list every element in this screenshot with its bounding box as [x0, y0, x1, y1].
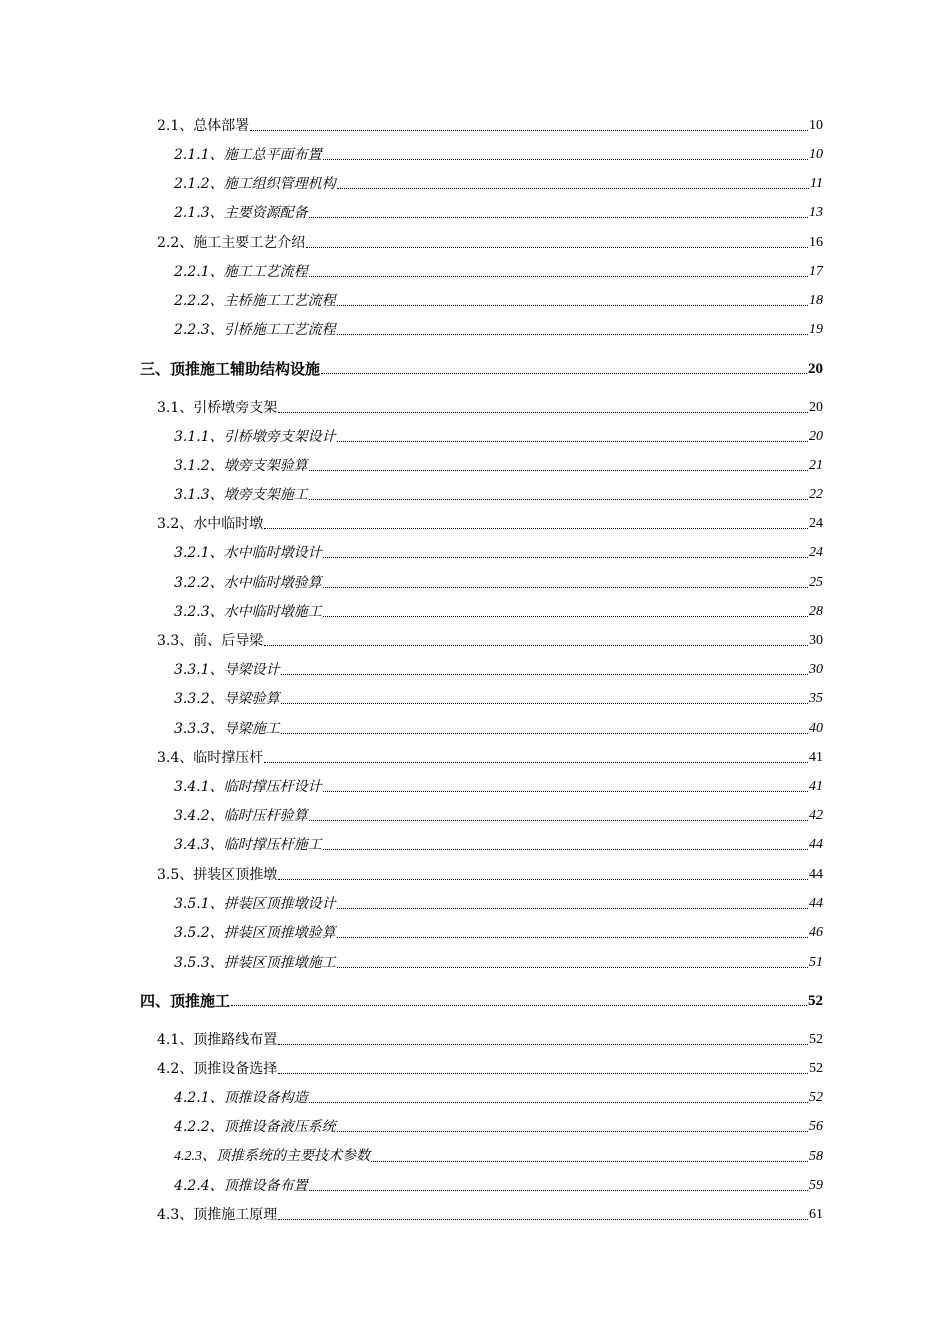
toc-entry-title: 2.2.2、主桥施工工艺流程	[174, 293, 336, 309]
toc-entry-title: 2.1.3、主要资源配备	[174, 205, 308, 221]
toc-entry-title: 4.2、顶推设备选择	[157, 1061, 278, 1077]
toc-entry-page-number: 41	[809, 750, 823, 765]
dot-leader	[323, 849, 808, 850]
toc-entry[interactable]	[174, 482, 823, 504]
toc-entry-page-number: 30	[809, 662, 823, 677]
dot-leader	[309, 276, 808, 277]
toc-entry-page-number: 61	[809, 1207, 823, 1222]
dot-leader	[309, 217, 808, 218]
dot-leader	[306, 247, 808, 248]
toc-entry[interactable]	[157, 1056, 823, 1078]
dot-leader	[281, 674, 808, 675]
toc-entry-title: 3.1、引桥墩旁支架	[157, 400, 278, 416]
toc-entry-title: 2.2.1、施工工艺流程	[174, 264, 308, 280]
dot-leader	[264, 762, 808, 763]
toc-entry[interactable]	[174, 716, 823, 738]
toc-entry[interactable]	[174, 950, 823, 972]
toc-entry-page-number: 11	[810, 176, 823, 191]
toc-entry[interactable]	[157, 511, 823, 533]
toc-entry-title: 4.2.4、顶推设备布置	[174, 1178, 308, 1194]
dot-leader	[337, 967, 808, 968]
dot-leader	[250, 130, 808, 131]
toc-entry-title: 4.1、顶推路线布置	[157, 1032, 278, 1048]
toc-entry[interactable]	[157, 230, 823, 252]
dot-leader	[281, 703, 808, 704]
dot-leader	[323, 557, 808, 558]
toc-entry[interactable]	[174, 540, 823, 562]
toc-entry-page-number: 20	[809, 429, 823, 444]
toc-entry[interactable]	[157, 395, 823, 417]
toc-entry-title: 三、顶推施工辅助结构设施	[140, 360, 321, 378]
dot-leader	[337, 1131, 808, 1132]
toc-entry-title: 2.1.1、施工总平面布置	[174, 147, 322, 163]
toc-entry-page-number: 44	[809, 837, 823, 852]
toc-entry-page-number: 13	[809, 205, 823, 220]
dot-leader	[264, 645, 808, 646]
toc-entry[interactable]	[174, 832, 823, 854]
dot-leader	[337, 305, 808, 306]
toc-entry-page-number: 20	[809, 400, 823, 415]
toc-entry-page-number: 24	[809, 545, 823, 560]
dot-leader	[371, 1161, 808, 1162]
toc-entry-page-number: 52	[808, 993, 823, 1009]
toc-entry-page-number: 40	[809, 721, 823, 736]
toc-entry-page-number: 30	[809, 633, 823, 648]
toc-entry[interactable]	[157, 628, 823, 650]
toc-entry[interactable]	[174, 424, 823, 446]
toc-entry-page-number: 44	[809, 896, 823, 911]
toc-entry-title: 3.1.2、墩旁支架验算	[174, 458, 308, 474]
toc-entry-title: 3.2.3、水中临时墩施工	[174, 604, 322, 620]
toc-entry[interactable]	[174, 599, 823, 621]
toc-entry-page-number: 52	[809, 1090, 823, 1105]
dot-leader	[337, 937, 808, 938]
toc-entry-page-number: 16	[809, 235, 823, 250]
toc-entry-page-number: 52	[809, 1032, 823, 1047]
dot-leader	[278, 412, 808, 413]
toc-entry-title: 3.5.2、拼装区顶推墩验算	[174, 925, 336, 941]
toc-entry[interactable]	[174, 920, 823, 942]
toc-entry[interactable]	[174, 200, 823, 222]
toc-entry-title: 3.5.3、拼装区顶推墩施工	[174, 955, 336, 971]
toc-entry-title: 3.3.2、导梁验算	[174, 691, 280, 707]
dot-leader	[337, 441, 808, 442]
toc-entry-page-number: 10	[809, 147, 823, 162]
dot-leader	[309, 1102, 808, 1103]
toc-entry[interactable]	[174, 259, 823, 281]
toc-entry-page-number: 46	[809, 925, 823, 940]
toc-entry-page-number: 58	[809, 1149, 823, 1164]
toc-entry-page-number: 10	[809, 118, 823, 133]
dot-leader	[309, 820, 808, 821]
toc-entry-page-number: 44	[809, 867, 823, 882]
toc-entry-page-number: 56	[809, 1119, 823, 1134]
toc-entry[interactable]	[140, 356, 823, 378]
toc-entry-title: 3.2.2、水中临时墩验算	[174, 575, 322, 591]
toc-entry-title: 2.1.2、施工组织管理机构	[174, 176, 336, 192]
toc-entry-title: 3.2.1、水中临时墩设计	[174, 545, 322, 561]
dot-leader	[278, 1073, 808, 1074]
toc-entry-title: 4.2.3、顶推系统的主要技术参数	[174, 1149, 370, 1164]
toc-entry-page-number: 25	[809, 575, 823, 590]
dot-leader	[337, 334, 808, 335]
toc-entry[interactable]	[174, 686, 823, 708]
toc-entry-page-number: 19	[809, 322, 823, 337]
toc-entry-page-number: 35	[809, 691, 823, 706]
dot-leader	[281, 733, 808, 734]
toc-entry-title: 2.2、施工主要工艺介绍	[157, 235, 306, 251]
dot-leader	[323, 791, 808, 792]
toc-entry[interactable]	[174, 774, 823, 796]
toc-entry-title: 3.5、拼装区顶推墩	[157, 867, 278, 883]
toc-entry[interactable]	[174, 657, 823, 679]
toc-entry[interactable]	[174, 803, 823, 825]
toc-entry[interactable]	[174, 570, 823, 592]
toc-entry-title: 3.4、临时撑压杆	[157, 750, 264, 766]
dot-leader	[231, 1005, 807, 1006]
toc-entry-page-number: 21	[809, 458, 823, 473]
toc-entry-title: 2.2.3、引桥施工工艺流程	[174, 322, 336, 338]
toc-entry[interactable]	[157, 862, 823, 884]
dot-leader	[309, 499, 808, 500]
dot-leader	[278, 879, 808, 880]
toc-entry-title: 四、顶推施工	[140, 992, 231, 1010]
toc-entry[interactable]	[174, 1085, 823, 1107]
toc-entry[interactable]	[174, 1173, 823, 1195]
dot-leader	[323, 587, 808, 588]
toc-entry-title: 3.1.3、墩旁支架施工	[174, 487, 308, 503]
dot-leader	[323, 616, 808, 617]
toc-entry-page-number: 41	[809, 779, 823, 794]
toc-entry[interactable]	[157, 1202, 823, 1224]
toc-entry[interactable]	[174, 288, 823, 310]
toc-entry[interactable]	[174, 1114, 823, 1136]
toc-entry-page-number: 24	[809, 516, 823, 531]
toc-entry-title: 3.3.1、导梁设计	[174, 662, 280, 678]
toc-entry-title: 4.2.2、顶推设备液压系统	[174, 1119, 336, 1135]
dot-leader	[278, 1219, 808, 1220]
toc-entry[interactable]	[157, 745, 823, 767]
toc-entry-title: 3.3、前、后导梁	[157, 633, 264, 649]
toc-entry-page-number: 42	[809, 808, 823, 823]
toc-entry[interactable]	[174, 1144, 823, 1166]
dot-leader	[323, 159, 808, 160]
toc-entry-page-number: 20	[808, 361, 823, 377]
toc-entry-page-number: 17	[809, 264, 823, 279]
toc-entry-title: 3.4.3、临时撑压杆施工	[174, 837, 322, 853]
toc-entry-title: 4.2.1、顶推设备构造	[174, 1090, 308, 1106]
toc-entry[interactable]	[174, 317, 823, 339]
toc-entry-title: 2.1、总体部署	[157, 118, 250, 134]
toc-entry[interactable]	[157, 113, 823, 135]
toc-entry[interactable]	[174, 171, 823, 193]
dot-leader	[337, 908, 808, 909]
toc-entry-title: 4.3、顶推施工原理	[157, 1207, 278, 1223]
dot-leader	[321, 373, 807, 374]
toc-entry-page-number: 18	[809, 293, 823, 308]
toc-entry-title: 3.4.1、临时撑压杆设计	[174, 779, 322, 795]
toc-entry[interactable]	[157, 1027, 823, 1049]
dot-leader	[309, 1190, 808, 1191]
toc-entry-page-number: 22	[809, 487, 823, 502]
dot-leader	[309, 470, 808, 471]
toc-entry-title: 3.5.1、拼装区顶推墩设计	[174, 896, 336, 912]
dot-leader	[264, 528, 808, 529]
dot-leader	[278, 1044, 808, 1045]
toc-entry-page-number: 28	[809, 604, 823, 619]
toc-entry[interactable]	[140, 988, 823, 1010]
dot-leader	[337, 188, 809, 189]
toc-entry-title: 3.2、水中临时墩	[157, 516, 264, 532]
toc-entry-page-number: 59	[809, 1178, 823, 1193]
toc-entry-page-number: 51	[809, 955, 823, 970]
toc-entry-title: 3.1.1、引桥墩旁支架设计	[174, 429, 336, 445]
toc-entry-title: 3.4.2、临时压杆验算	[174, 808, 308, 824]
toc-entry[interactable]	[174, 453, 823, 475]
toc-entry[interactable]	[174, 142, 823, 164]
toc-entry[interactable]	[174, 891, 823, 913]
toc-entry-page-number: 52	[809, 1061, 823, 1076]
toc-entry-title: 3.3.3、导梁施工	[174, 721, 280, 737]
